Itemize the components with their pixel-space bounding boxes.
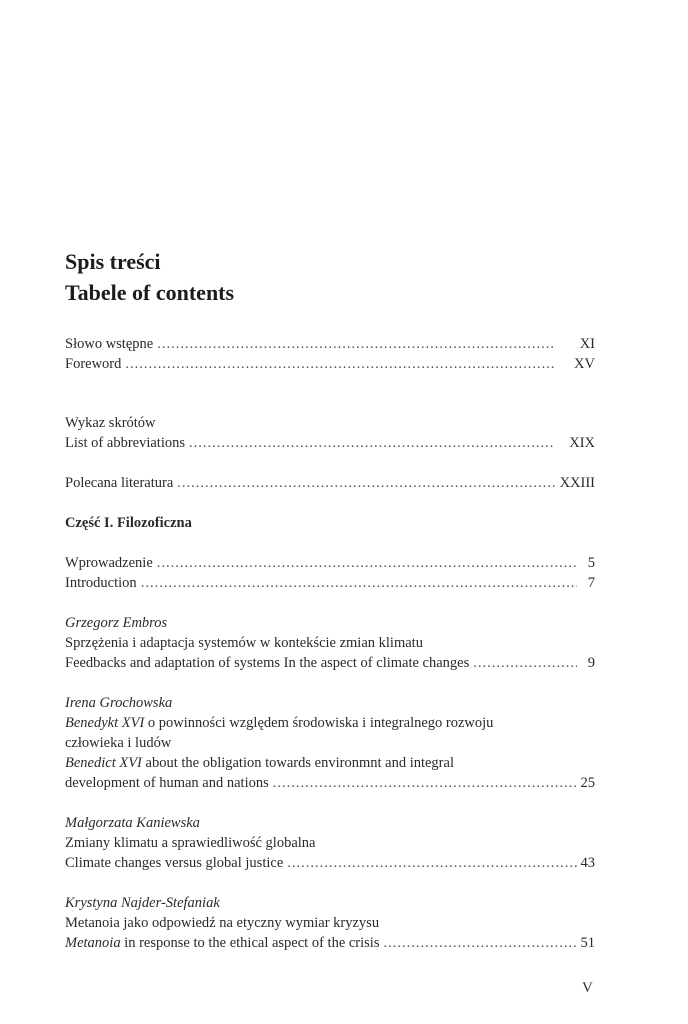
entry-title-pl: Metanoia jako odpowiedź na etyczny wymiar kryzysu <box>65 915 380 931</box>
entry-author: Irena Grochowska <box>65 695 173 711</box>
entry-author: Krystyna Najder-Stefaniak <box>65 895 220 911</box>
toc-entry <box>65 413 595 433</box>
leader-dots <box>157 553 577 573</box>
title-english: Tabele of contents <box>65 280 235 305</box>
table-of-contents <box>65 334 595 953</box>
leader-dots <box>157 334 555 354</box>
leader-dots <box>141 573 577 593</box>
leader-dots <box>473 653 577 673</box>
leader-dots <box>189 433 555 453</box>
entry-title-en: Benedict XVI about the obligation towards environmnt and integral <box>65 755 454 771</box>
toc-entry <box>65 573 595 593</box>
page-number: 51 <box>580 935 595 951</box>
page-number: 5 <box>587 555 595 571</box>
entry-title: Wykaz skrótów <box>65 415 156 431</box>
page-number: 7 <box>587 575 595 591</box>
page-number: 9 <box>587 655 595 671</box>
entry-title: Słowo wstępne <box>65 336 154 352</box>
toc-entry <box>65 553 595 573</box>
toc-entry <box>65 334 595 354</box>
entry-title-pl: Sprzężenia i adaptacja systemów w kontekście zmian klimatu <box>65 635 423 651</box>
leader-dots <box>383 933 576 953</box>
toc-entry <box>65 354 595 374</box>
page-number: XXIII <box>559 475 595 491</box>
entry-title: Foreword <box>65 356 122 372</box>
entry-title: Introduction <box>65 575 137 591</box>
page-number: XI <box>579 336 595 352</box>
entry-title: Polecana literatura <box>65 475 174 491</box>
leader-dots <box>287 853 576 873</box>
toc-entry <box>65 773 595 793</box>
toc-heading <box>65 246 234 308</box>
entry-title: Wprowadzenie <box>65 555 153 571</box>
toc-entry <box>65 433 595 453</box>
entry-title-en-cont: development of human and nations <box>65 775 269 791</box>
page-number: XV <box>574 356 595 372</box>
part-heading: Część I. Filozoficzna <box>65 515 192 531</box>
toc-entry <box>65 853 595 873</box>
page-number: 43 <box>580 855 595 871</box>
entry-author: Małgorzata Kaniewska <box>65 815 200 831</box>
entry-title-en: Feedbacks and adaptation of systems In the aspect of climate changes <box>65 655 470 671</box>
toc-entry <box>65 653 595 673</box>
entry-title-en: in response to the ethical aspect of the crisis <box>120 935 380 951</box>
entry-author: Grzegorz Embros <box>65 615 168 631</box>
toc-entry <box>65 933 595 953</box>
page-number: XIX <box>569 435 595 451</box>
leader-dots <box>125 354 555 374</box>
entry-title: List of abbreviations <box>65 435 186 451</box>
entry-title-en: Climate changes versus global justice <box>65 855 284 871</box>
leader-dots <box>273 773 577 793</box>
entry-title-pl-cont: człowieka i ludów <box>65 735 172 751</box>
entry-title-pl: Zmiany klimatu a sprawiedliwość globalna <box>65 835 316 851</box>
entry-title-en-italic: Metanoia <box>65 935 121 951</box>
toc-entry <box>65 473 595 493</box>
page-folio: V <box>582 980 593 996</box>
page-number: 25 <box>580 775 595 791</box>
title-polish: Spis treści <box>65 249 161 274</box>
entry-title-pl: Benedykt XVI o powinności względem środowiska i integralnego rozwoju <box>65 715 494 731</box>
leader-dots <box>177 473 555 493</box>
